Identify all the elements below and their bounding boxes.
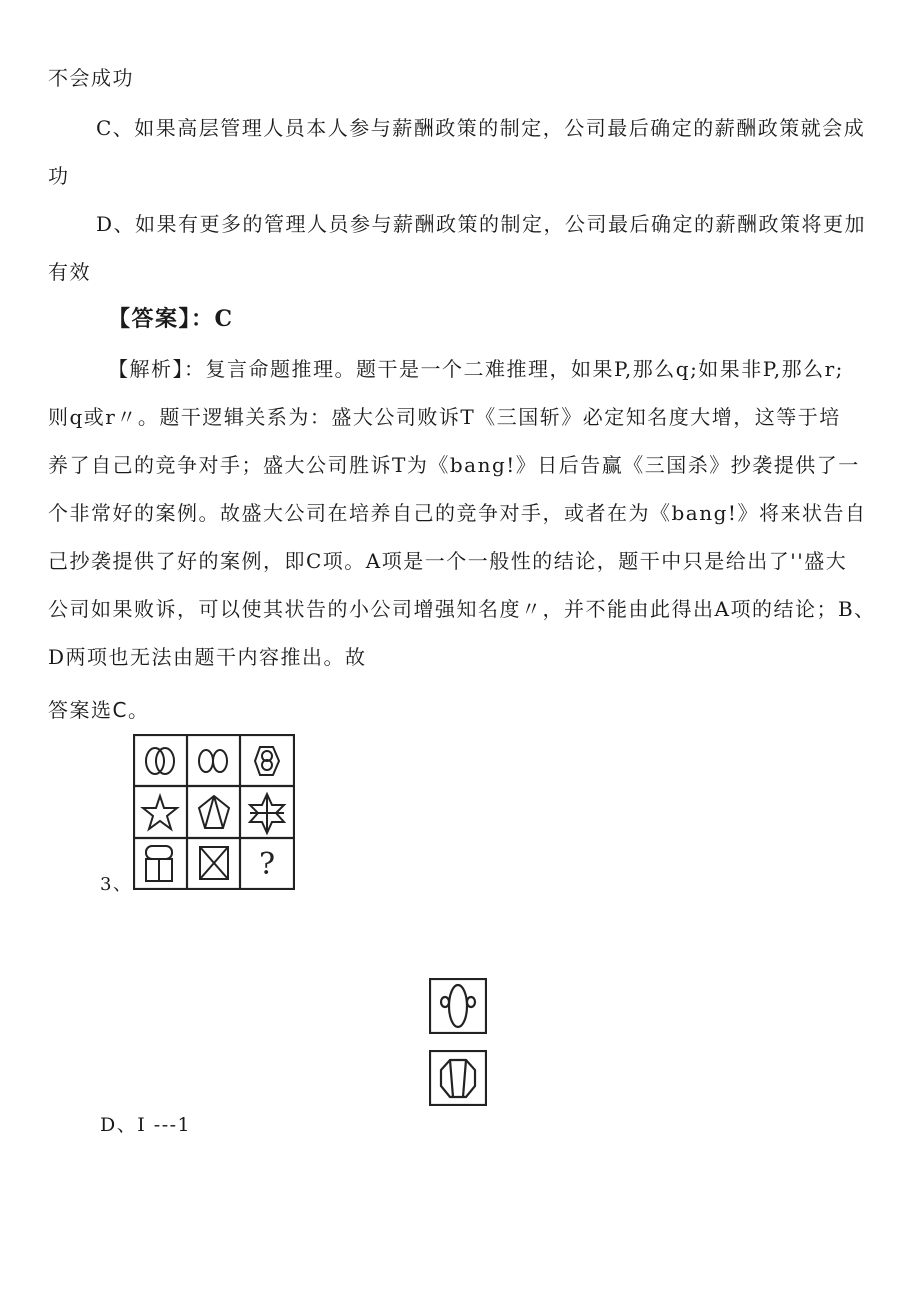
option-c-wrap: 功 [48,164,70,188]
option-figure-top [429,978,487,1034]
question-number: 3、 [100,874,133,895]
cell-crossed-square [200,847,228,879]
cell-question-mark: ? [258,847,276,882]
line-1: 不会成功 [48,66,134,90]
option-c-line: C、如果高层管理人员本人参与薪酬政策的制定，公司最后确定的薪酬政策就会成 [96,116,866,140]
cell-six-point-star [250,794,284,833]
answer-line: 【答案】：C [108,306,234,332]
analysis-line-7: D两项也无法由题干内容推出。故 [48,645,367,669]
option-d-line: D、如果有更多的管理人员参与薪酬政策的制定，公司最后确定的薪酬政策将更加 [96,212,867,236]
analysis-line-4: 个非常好的案例。故盛大公司在培养自己的竞争对手，或者在为《bang!》将来状告自 [48,501,867,525]
figure-grid [133,734,295,890]
option-figure-bottom [429,1050,487,1106]
option-d-label: D、I ---1 [100,1114,192,1136]
analysis-line-6: 公司如果败诉，可以使其状告的小公司增强知名度〃，并不能由此得出A项的结论；B、 [48,597,876,621]
cell-overlapping-ovals [146,748,174,774]
option-d-wrap: 有效 [48,260,91,284]
cell-touching-ovals [199,750,227,772]
cell-star [143,796,177,829]
conclusion-line: 答案选C。 [48,698,150,722]
cell-hexagon-with-loops [255,747,279,775]
analysis-line-5: 己抄袭提供了好的案例，即C项。A项是一个一般性的结论，题干中只是给出了''盛大 [48,549,848,573]
cell-rounded-box [146,846,172,881]
analysis-line-1: 【解析】：复言命题推理。题干是一个二难推理，如果P,那么q;如果非P,那么r; [108,357,844,381]
cell-pentagon [199,796,229,828]
analysis-line-2: 则q或r〃。题干逻辑关系为：盛大公司败诉T《三国斩》必定知名度大增，这等于培 [48,405,841,429]
analysis-line-3: 养了自己的竞争对手；盛大公司胜诉T为《bang!》日后告赢《三国杀》抄袭提供了一 [48,453,860,477]
